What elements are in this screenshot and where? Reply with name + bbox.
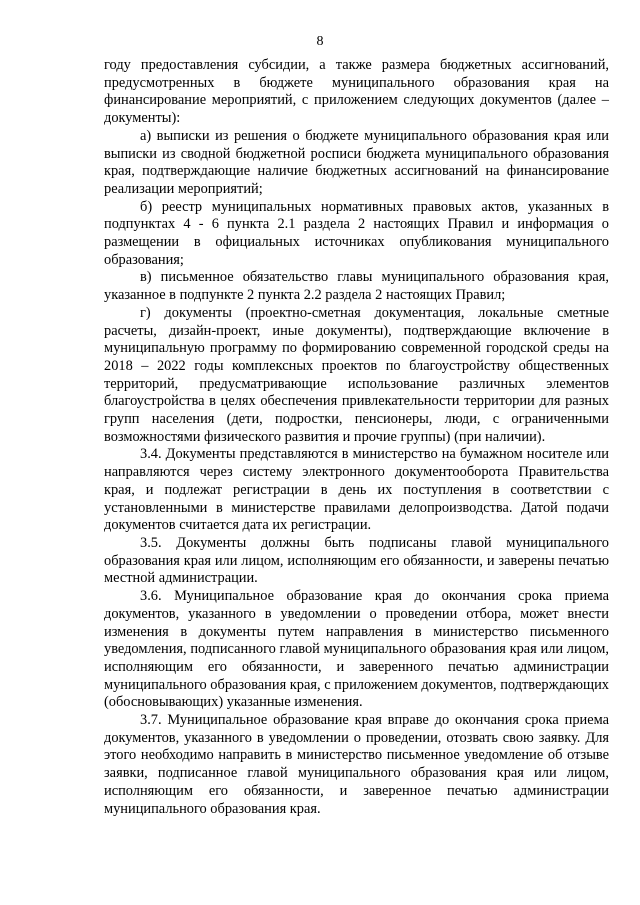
- paragraph-intro: году предоставления субсидии, а также размера бюджетных ассигнований, предусмотренных в бюджете муниципального образования края на финансирование мероприятий, с приложением следующих документов (далее – документы):: [104, 57, 609, 127]
- paragraph-3-7: 3.7. Муниципальное образование края вправе до окончания срока приема документов, указанного в уведомлении о проведении, отозвать свою заявку. Для этого необходимо направить в министерство письменное уведомление об отзыве заявки, подписанное главой муниципального образования края или лицом, исполняющим его обязанности, и заверенное печатью администрации муниципального образования края.: [104, 712, 609, 817]
- paragraph-item-g: г) документы (проектно-сметная документация, локальные сметные расчеты, дизайн-проект, иные документы), подтверждающие включение в муниципальную программу по формированию современной городской среды на 2018 – 2022 годы комплексных проектов по благоустройству общественных территорий, предусматривающие использование различных элементов благоустройства в целях обеспечения привлекательности территории для разных групп населения (дети, подростки, пенсионеры, люди, с ограниченными возможностями физического развития и прочие группы) (при наличии).: [104, 304, 609, 445]
- paragraph-item-v: в) письменное обязательство главы муниципального образования края, указанное в подпункте 2 пункта 2.2 раздела 2 настоящих Правил;: [104, 269, 609, 304]
- paragraph-3-4: 3.4. Документы представляются в министерство на бумажном носителе или направляются через систему электронного документооборота Правительства края, и подлежат регистрации в день их поступления в соответствии с установленными в министерстве правилами делопроизводства. Датой подачи документов считается дата их регистрации.: [104, 446, 609, 534]
- page-number: 8: [316, 34, 324, 49]
- paragraph-item-b: б) реестр муниципальных нормативных правовых актов, указанных в подпунктах 4 - 6 пункта 2.1 раздела 2 настоящих Правил и информация о размещении в официальных источниках опубликования муниципального образования;: [104, 198, 609, 268]
- document-body: [104, 57, 609, 818]
- paragraph-3-6: 3.6. Муниципальное образование края до окончания срока приема документов, указанного в уведомлении о проведении отбора, может внести изменения в документы путем направления в министерство письменного уведомления, подписанного главой муниципального образования края или лицом, исполняющим его обязанности, и заверенного печатью администрации муниципального образования края, с приложением документов, подтверждающих (обосновывающих) указанные изменения.: [104, 588, 609, 711]
- paragraph-item-a: а) выписки из решения о бюджете муниципального образования края или выписки из сводной бюджетной росписи бюджета муниципального образования края, подтверждающие наличие бюджетных ассигнований на финансирование реализации мероприятий;: [104, 127, 609, 197]
- paragraph-3-5: 3.5. Документы должны быть подписаны главой муниципального образования края или лицом, исполняющим его обязанности, и заверены печатью местной администрации.: [104, 534, 609, 587]
